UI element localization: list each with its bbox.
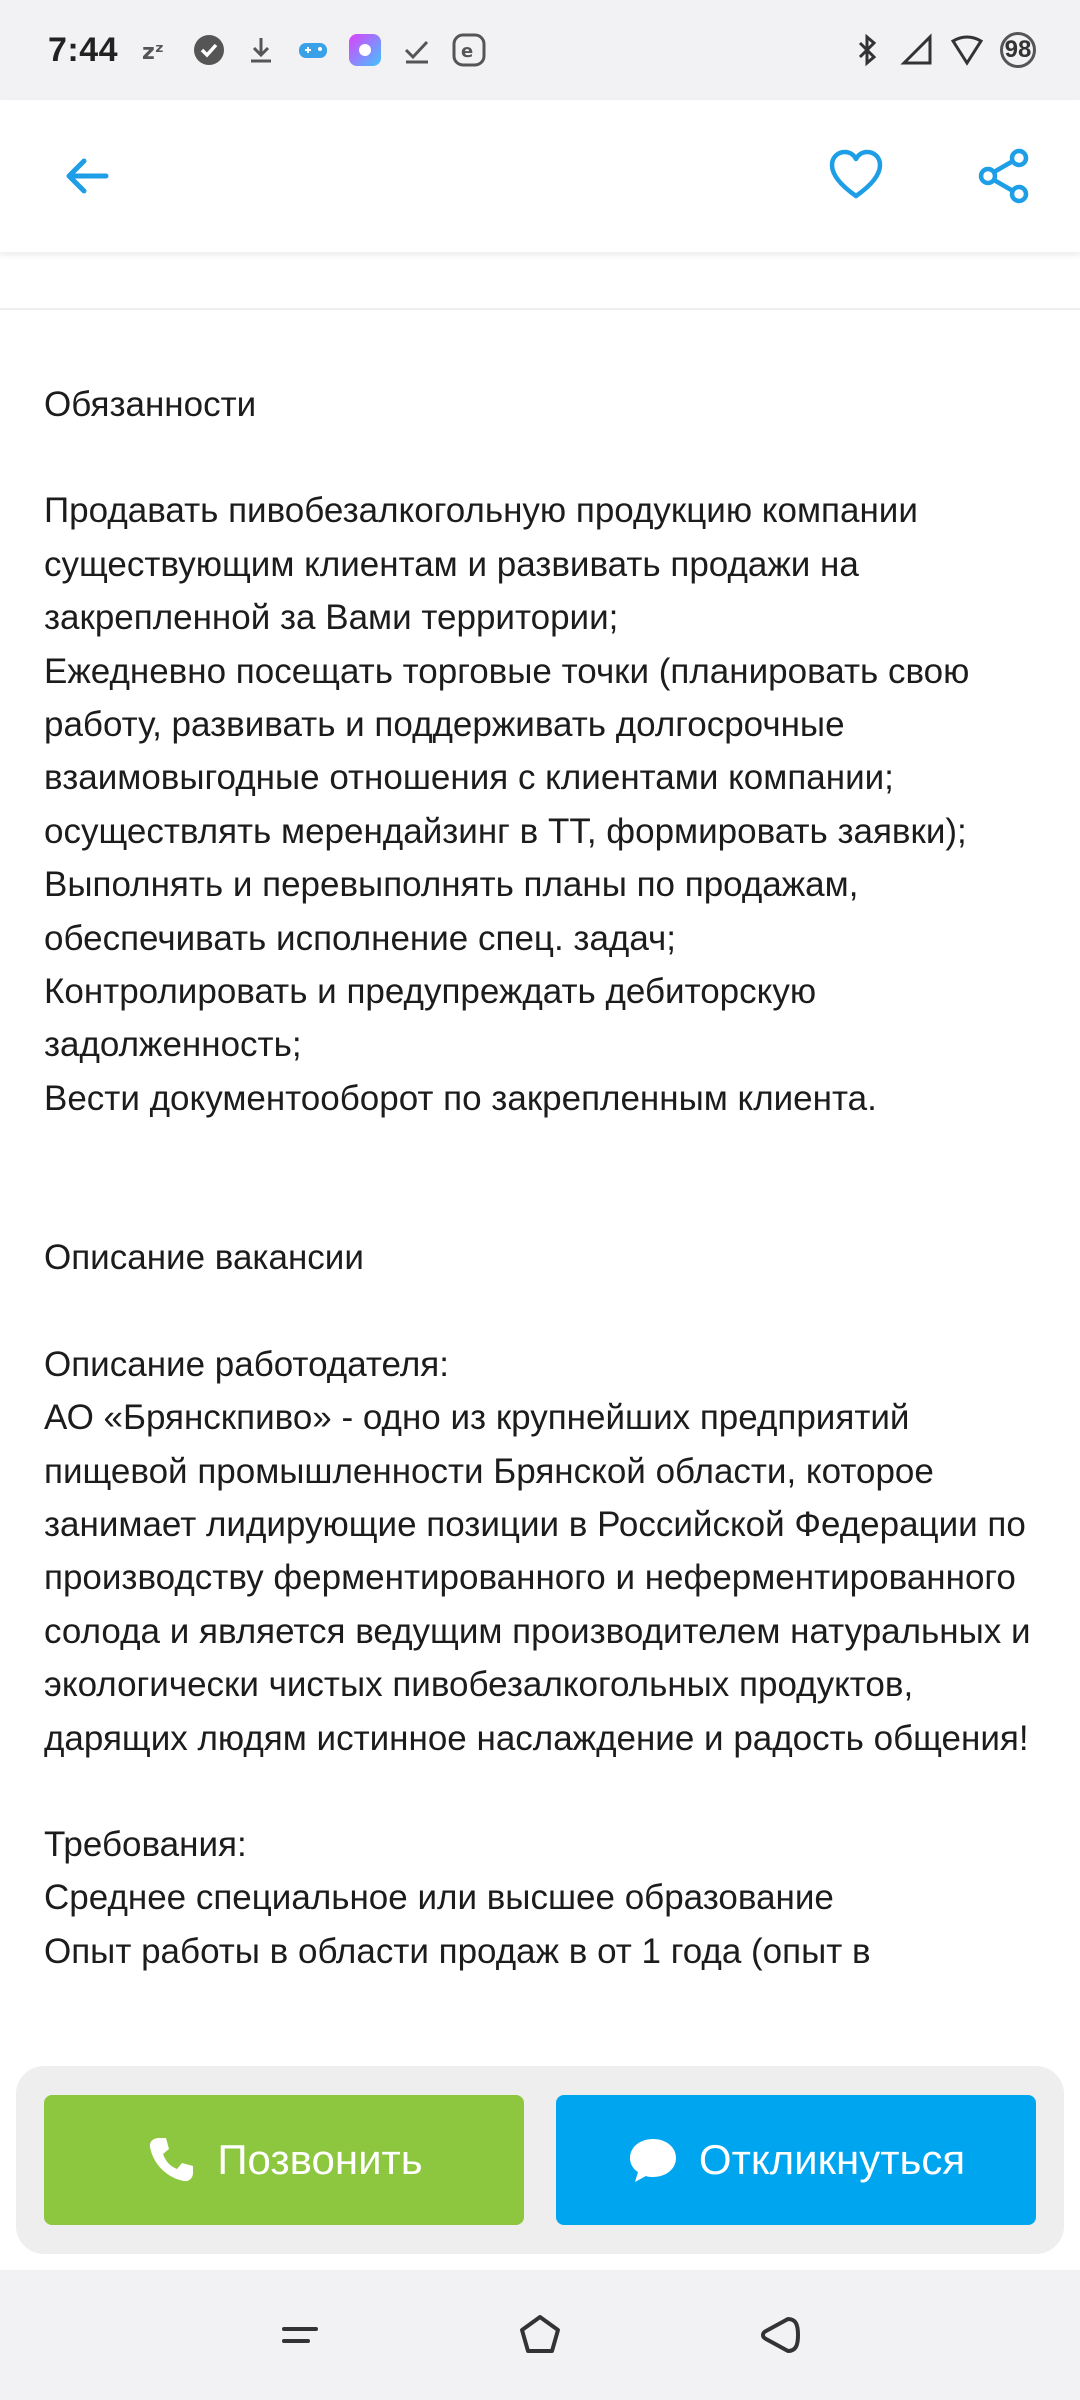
home-button[interactable]	[510, 2305, 570, 2365]
status-icons-right	[850, 32, 1036, 68]
svg-text:zᶻ: zᶻ	[142, 40, 165, 65]
heart-icon	[826, 146, 886, 206]
recent-apps-button[interactable]	[270, 2305, 330, 2365]
share-button[interactable]	[968, 140, 1040, 212]
arrow-left-icon	[58, 146, 118, 206]
sleep-icon	[140, 33, 174, 67]
home-icon	[516, 2311, 564, 2359]
status-time: 7:44	[48, 30, 119, 69]
signal-icon	[900, 33, 934, 67]
call-label: Позвонить	[217, 2136, 423, 2183]
chat-bubble-icon	[627, 2134, 679, 2186]
app-bar	[0, 100, 1080, 252]
menu-icon	[276, 2311, 324, 2359]
back-nav-button[interactable]	[750, 2305, 810, 2365]
divider	[0, 308, 1080, 310]
battery-icon: 98	[1000, 32, 1036, 68]
duties-heading: Обязанности	[44, 385, 257, 424]
respond-label: Откликнуться	[698, 2136, 966, 2183]
wifi-icon	[950, 33, 984, 67]
vacancy-content	[44, 378, 1044, 1978]
check-circle-icon	[192, 33, 226, 67]
back-button[interactable]	[52, 140, 124, 212]
checkmark-icon	[400, 33, 434, 67]
download-icon	[244, 33, 278, 67]
back-icon	[756, 2311, 804, 2359]
duties-text: Продавать пивобезалкогольную продукцию компании существующим клиентам и развивать продажи на закрепленной за Вами территории; Ежедневно посещать торговые точки (планировать свою работу, развивать и поддерживать долгосрочные взаимовыгодные отношения с клиентами компании; осуществлять мерендайзинг в ТТ, формировать заявки); Выполнять и перевыполнять планы по продажам, обеспечивать исполнение спец. задач; Контролировать и предупреждать дебиторскую задолженность; Вести документооборот по закрепленным клиента.	[44, 491, 970, 1118]
share-icon	[974, 146, 1034, 206]
favorite-button[interactable]	[820, 140, 892, 212]
app-icon	[348, 33, 382, 67]
employer-text: АО «Брянскпиво» - одно из крупнейших предприятий пищевой промышленности Брянской области, которое занимает лидирующие позиции в Российской Федерации по производству ферментированного и неферментированного солода и является ведущим производителем натуральных и экологически чистых пивобезалкогольных продуктов, дарящих людям истинное наслаждение и радость общения!	[44, 1398, 1031, 1758]
requirements-text: Среднее специальное или высшее образование Опыт работы в области продаж в от 1 года (опыт в	[44, 1878, 871, 1971]
status-icons-left	[140, 33, 486, 67]
status-bar	[0, 0, 1080, 100]
requirements-heading: Требования:	[44, 1824, 247, 1864]
svg-text:e: e	[461, 41, 474, 62]
e-icon	[452, 33, 486, 67]
respond-button[interactable]	[556, 2095, 1036, 2225]
action-panel	[16, 2066, 1064, 2254]
description-heading: Описание вакансии	[44, 1238, 364, 1278]
navigation-bar	[0, 2270, 1080, 2400]
employer-heading: Описание работодателя:	[44, 1344, 449, 1384]
gamepad-icon	[296, 33, 330, 67]
bluetooth-icon	[850, 33, 884, 67]
call-button[interactable]	[44, 2095, 524, 2225]
phone-icon	[145, 2134, 197, 2186]
